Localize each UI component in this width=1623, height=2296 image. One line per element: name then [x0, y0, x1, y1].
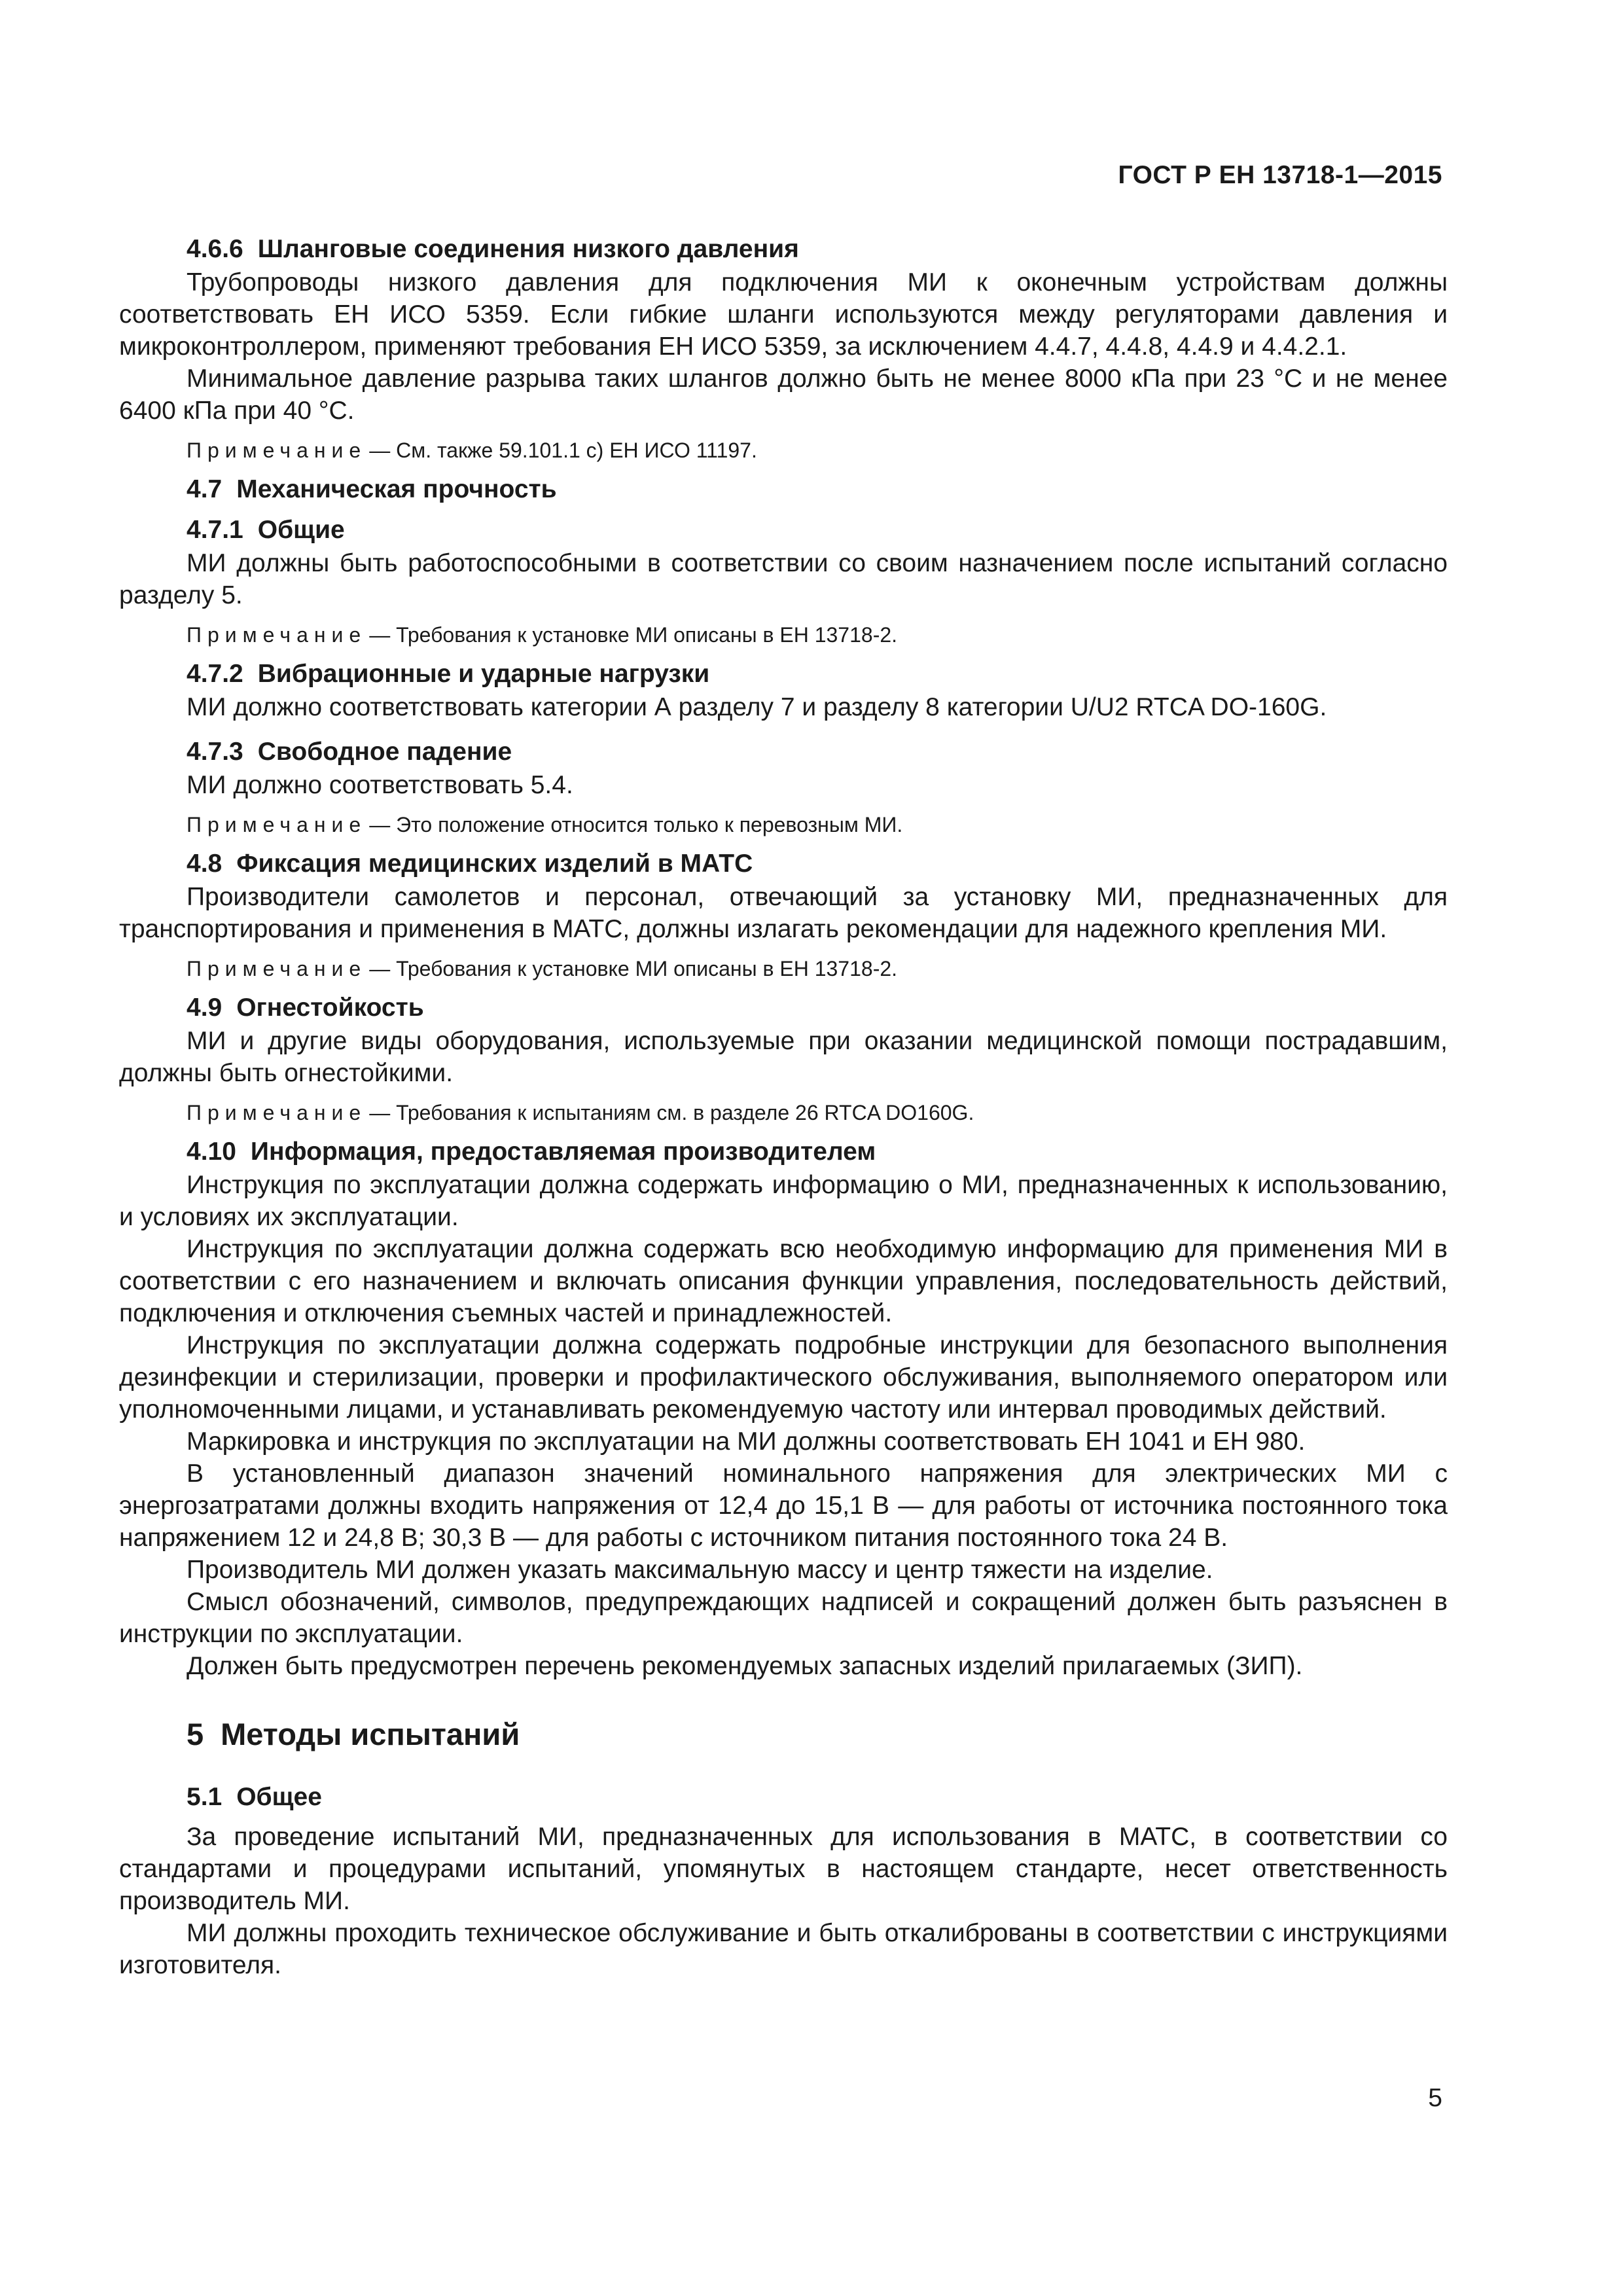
section-4-10: [119, 1135, 1448, 1682]
section-heading: [119, 847, 1448, 881]
paragraph: Минимальное давление разрыва таких шлангов должно быть не менее 8000 кПа при 23 °С и не менее 6400 кПа при 40 °С.: [119, 365, 1448, 425]
chapter-number: 5: [187, 1717, 204, 1751]
section-title: Свободное падение: [257, 738, 512, 766]
section-heading: [119, 513, 1448, 547]
section-number: 4.8: [187, 850, 223, 878]
section-5-1: [119, 1780, 1448, 1981]
section-heading: [119, 1780, 1448, 1814]
section-heading: [119, 735, 1448, 769]
section-heading: [119, 473, 1448, 507]
paragraph: В установленный диапазон значений номинального напряжения для электрических МИ с энергозатратами должны входить напряжения от 12,4 до 15,1 В — для работы от источника постоянного тока напряжением 12 и 24,8 В; 30,3 В — для работы с источником питания постоянного тока 24 В.: [119, 1460, 1448, 1552]
chapter-heading: [119, 1715, 1448, 1754]
note: [119, 620, 1448, 649]
note-label: Примечание: [187, 957, 367, 980]
section-number: 4.6.6: [187, 235, 243, 263]
section-title: Общее: [236, 1783, 322, 1811]
section-title: Вибрационные и ударные нагрузки: [257, 660, 710, 688]
note: [119, 810, 1448, 839]
paragraph: Трубопроводы низкого давления для подключения МИ к оконечным устройствам должны соответствовать ЕН ИСО 5359. Если гибкие шланги используются между регуляторами давления и микроконтроллером, применяют требования ЕН ИСО 5359, за исключением 4.4.7, 4.4.8, 4.4.9 и 4.4.2.1.: [119, 268, 1448, 361]
paragraph: МИ должны быть работоспособными в соответствии со своим назначением после испытаний согласно разделу 5.: [119, 549, 1448, 609]
section-title: Общие: [257, 516, 345, 544]
section-title: Шланговые соединения низкого давления: [257, 235, 799, 263]
paragraph: Смысл обозначений, символов, предупреждающих надписей и сокращений должен быть разъяснен в инструкции по эксплуатации.: [119, 1588, 1448, 1648]
note-text: — Это положение относится только к перевозным МИ.: [369, 813, 903, 836]
section-4-7: [119, 473, 1448, 513]
paragraph: За проведение испытаний МИ, предназначенных для использования в МАТС, в соответствии со стандартами и процедурами испытаний, упомянутых в настоящем стандарте, несет ответственность производитель МИ.: [119, 1823, 1448, 1915]
note-text: — Требования к установке МИ описаны в ЕН 13718-2.: [369, 957, 898, 980]
note-text: — Требования к испытаниям см. в разделе 26 RTCA DO160G.: [369, 1101, 974, 1124]
section-number: 4.7: [187, 475, 223, 503]
note-text: — См. также 59.101.1 с) ЕН ИСО 11197.: [369, 439, 757, 462]
paragraph: Инструкция по эксплуатации должна содержать подробные инструкции для безопасного выполнения дезинфекции и стерилизации, проверки и профилактического обслуживания, выполняемого оператором или уполномоченными лицами, и устанавливать рекомендуемую частоту или интервал проводимых действий.: [119, 1331, 1448, 1424]
section-4-7-3: [119, 735, 1448, 839]
note-label: Примечание: [187, 439, 367, 462]
document-designation: ГОСТ Р ЕН 13718-1—2015: [1118, 161, 1442, 189]
paragraph: МИ должно соответствовать 5.4.: [187, 771, 573, 799]
paragraph: МИ и другие виды оборудования, используемые при оказании медицинской помощи пострадавшим, должны быть огнестойкими.: [119, 1027, 1448, 1087]
section-heading: [119, 1135, 1448, 1169]
section-4-7-2: [119, 657, 1448, 735]
section-number: 4.7.2: [187, 660, 243, 688]
paragraph: МИ должны проходить техническое обслуживание и быть откалиброваны в соответствии с инструкциями изготовителя.: [119, 1919, 1448, 1979]
section-heading: [119, 991, 1448, 1025]
section-4-7-1: [119, 513, 1448, 649]
section-title: Фиксация медицинских изделий в МАТС: [236, 850, 753, 878]
page-number: 5: [1428, 2084, 1442, 2112]
note: [119, 1098, 1448, 1127]
section-number: 4.7.3: [187, 738, 243, 766]
section-number: 4.9: [187, 994, 223, 1022]
section-4-6-6: [119, 232, 1448, 465]
paragraph: МИ должно соответствовать категории А разделу 7 и разделу 8 категории U/U2 RTCA DO-160G.: [187, 693, 1327, 721]
paragraph: Производитель МИ должен указать максимальную массу и центр тяжести на изделие.: [187, 1556, 1213, 1584]
note: [119, 436, 1448, 465]
section-heading: [119, 232, 1448, 266]
paragraph: Производители самолетов и персонал, отвечающий за установку МИ, предназначенных для транспортирования и применения в МАТС, должны излагать рекомендации для надежного крепления МИ.: [119, 883, 1448, 943]
section-number: 4.10: [187, 1138, 236, 1166]
section-number: 5.1: [187, 1783, 223, 1811]
paragraph: Должен быть предусмотрен перечень рекомендуемых запасных изделий прилагаемых (ЗИП).: [187, 1652, 1303, 1680]
section-number: 4.7.1: [187, 516, 243, 544]
note-text: — Требования к установке МИ описаны в ЕН 13718-2.: [369, 623, 898, 647]
section-4-8: [119, 847, 1448, 983]
note-label: Примечание: [187, 1101, 367, 1124]
section-title: Механическая прочность: [236, 475, 557, 503]
section-title: Информация, предоставляемая производителем: [250, 1138, 876, 1166]
section-4-9: [119, 991, 1448, 1127]
note: [119, 954, 1448, 983]
note-label: Примечание: [187, 623, 367, 647]
section-title: Огнестойкость: [236, 994, 424, 1022]
section-heading: [119, 657, 1448, 691]
paragraph: Маркировка и инструкция по эксплуатации на МИ должны соответствовать ЕН 1041 и ЕН 980.: [187, 1427, 1306, 1456]
paragraph: Инструкция по эксплуатации должна содержать всю необходимую информацию для применения МИ в соответствии с его назначением и включать описания функции управления, последовательность действий, подключения и отключения съемных частей и принадлежностей.: [119, 1235, 1448, 1327]
paragraph: Инструкция по эксплуатации должна содержать информацию о МИ, предназначенных к использованию, и условиях их эксплуатации.: [119, 1171, 1448, 1231]
page-content: [119, 232, 1448, 1981]
chapter-title: Методы испытаний: [221, 1717, 520, 1751]
note-label: Примечание: [187, 813, 367, 836]
